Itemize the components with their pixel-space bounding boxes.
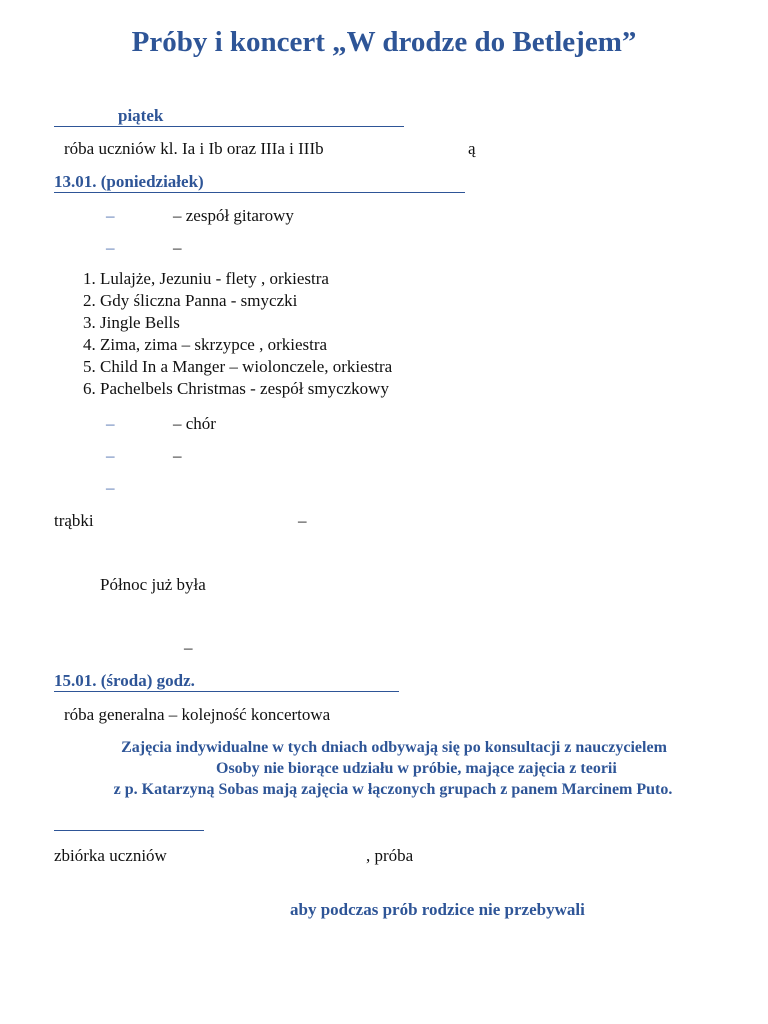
song-title: Północ już była (100, 575, 206, 594)
note-theory-classes: Osoby nie biorące udziału w próbie, mające zajęcia z teorii (216, 760, 617, 777)
program-list (62, 268, 392, 400)
monday-item-4: – (173, 446, 182, 465)
monday-dash-3: – (106, 414, 115, 433)
monday-dash-1: – (106, 206, 115, 225)
monday-dash-2: – (106, 238, 115, 257)
trumpets-dash: – (298, 511, 307, 530)
list-item: 3. Jingle Bells (100, 312, 392, 334)
monday-heading-text: 13.01. (poniedziałek) (54, 172, 204, 191)
section-heading-friday (54, 106, 404, 127)
section-heading-wednesday (54, 671, 399, 692)
note-individual-classes: Zajęcia indywidualne w tych dniach odbywają się po konsultacji z nauczycielem (121, 739, 667, 756)
monday-item-choir: – chór (173, 414, 216, 433)
monday-dash-4: – (106, 446, 115, 465)
monday-item-guitar: – zespół gitarowy (173, 206, 294, 225)
list-item: 5. Child In a Manger – wiolonczele, orkiestra (100, 356, 392, 378)
friday-rehearsal-line: róba uczniów kl. Ia i Ib oraz IIIa i IIIb (64, 139, 324, 158)
friday-rehearsal-tail: ą (468, 139, 476, 158)
section-heading-monday (54, 172, 465, 193)
monday-item-2: – (173, 238, 182, 257)
general-rehearsal-line: róba generalna – kolejność koncertowa (64, 705, 331, 724)
list-item: 2. Gdy śliczna Panna - smyczki (100, 290, 392, 312)
list-item: 4. Zima, zima – skrzypce , orkiestra (100, 334, 392, 356)
parents-note: aby podczas prób rodzice nie przebywali (290, 900, 585, 919)
rehearsal-label: , próba (366, 846, 414, 865)
list-item: 6. Pachelbels Christmas - zespół smyczkowy (100, 378, 392, 400)
friday-heading-text: piątek (118, 106, 164, 125)
monday-end-dash: – (184, 638, 193, 657)
list-item: 1. Lulajże, Jezuniu - flety , orkiestra (100, 268, 392, 290)
page-title: Próby i koncert „W drodze do Betlejem” (131, 26, 637, 58)
section-rule-concert (54, 830, 204, 831)
wednesday-heading-text: 15.01. (środa) godz. (54, 671, 195, 690)
trumpets-label: trąbki (54, 511, 94, 530)
note-combined-groups: z p. Katarzyną Sobas mają zajęcia w łączonych grupach z panem Marcinem Puto. (113, 781, 673, 798)
monday-dash-5: – (106, 478, 115, 497)
gathering-label: zbiórka uczniów (54, 846, 167, 865)
